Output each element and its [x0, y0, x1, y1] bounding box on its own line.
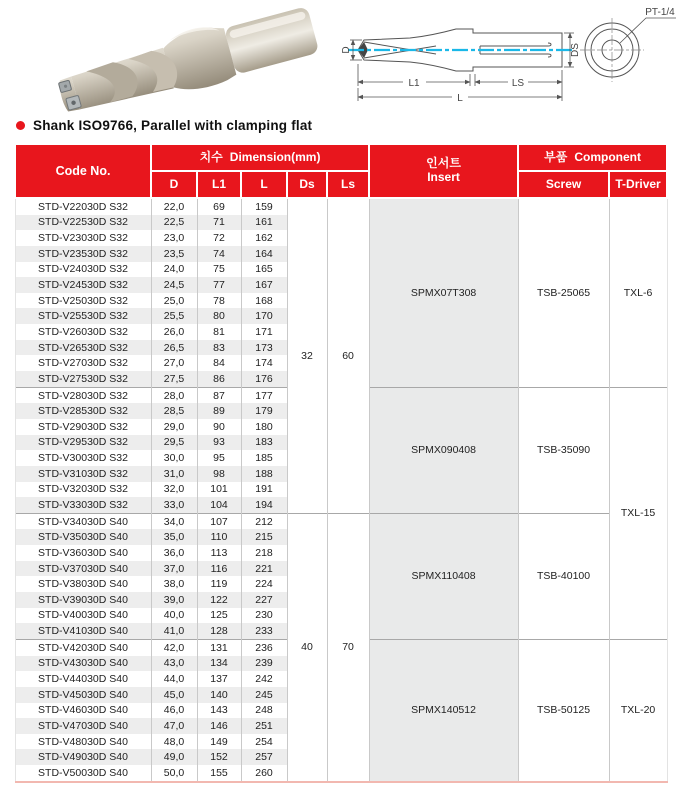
l-cell: 242	[241, 671, 287, 687]
col-header-tdriver: T-Driver	[609, 171, 667, 198]
l-cell: 176	[241, 371, 287, 387]
l-cell: 230	[241, 608, 287, 624]
d-cell: 33,0	[151, 497, 197, 513]
l-cell: 173	[241, 340, 287, 356]
l1-cell: 116	[197, 561, 241, 577]
d-cell: 23,0	[151, 230, 197, 246]
l1-cell: 113	[197, 545, 241, 561]
d-cell: 27,0	[151, 355, 197, 371]
code-cell: STD-V48030D S40	[15, 734, 151, 750]
l1-cell: 125	[197, 608, 241, 624]
dimension-group-en: Dimension(mm)	[229, 149, 321, 164]
l1-cell: 71	[197, 215, 241, 231]
code-cell: STD-V36030D S40	[15, 545, 151, 561]
l1-cell: 146	[197, 718, 241, 734]
ls-cell: 70	[327, 513, 369, 781]
col-header-l: L	[241, 171, 287, 198]
spec-table-header	[15, 144, 667, 198]
dimension-group-kr: 치수	[199, 149, 223, 164]
d-cell: 32,0	[151, 482, 197, 498]
l1-cell: 107	[197, 513, 241, 529]
code-cell: STD-V26530D S32	[15, 340, 151, 356]
l1-cell: 81	[197, 324, 241, 340]
component-group-en: Component	[574, 149, 641, 164]
d-cell: 30,0	[151, 450, 197, 466]
l1-cell: 152	[197, 749, 241, 765]
l1-cell: 110	[197, 529, 241, 545]
d-cell: 26,5	[151, 340, 197, 356]
col-header-dimension-group	[151, 144, 369, 171]
code-cell: STD-V22530D S32	[15, 215, 151, 231]
ls-cell: 60	[327, 198, 369, 513]
code-cell: STD-V45030D S40	[15, 687, 151, 703]
l1-cell: 122	[197, 592, 241, 608]
dim-label-d: D	[341, 46, 352, 54]
d-cell: 40,0	[151, 608, 197, 624]
d-cell: 27,5	[151, 371, 197, 387]
d-cell: 28,0	[151, 387, 197, 403]
l1-cell: 75	[197, 262, 241, 278]
d-cell: 35,0	[151, 529, 197, 545]
code-cell: STD-V23030D S32	[15, 230, 151, 246]
table-row	[15, 198, 667, 215]
dim-label-ds: DS	[570, 43, 581, 57]
l-cell: 188	[241, 466, 287, 482]
d-cell: 49,0	[151, 749, 197, 765]
code-cell: STD-V25030D S32	[15, 293, 151, 309]
spec-table	[14, 143, 668, 783]
l-cell: 221	[241, 561, 287, 577]
l1-cell: 87	[197, 387, 241, 403]
l1-cell: 101	[197, 482, 241, 498]
l1-cell: 149	[197, 734, 241, 750]
code-cell: STD-V25530D S32	[15, 308, 151, 324]
l-cell: 164	[241, 246, 287, 262]
l1-cell: 89	[197, 403, 241, 419]
l1-cell: 80	[197, 308, 241, 324]
code-cell: STD-V24530D S32	[15, 277, 151, 293]
drill-photo	[22, 0, 334, 116]
code-cell: STD-V28530D S32	[15, 403, 151, 419]
code-cell: STD-V31030D S32	[15, 466, 151, 482]
col-header-d: D	[151, 171, 197, 198]
ds-cell: 32	[287, 198, 327, 513]
tdriver-cell: TXL-15	[609, 387, 667, 639]
l-cell: 171	[241, 324, 287, 340]
d-cell: 47,0	[151, 718, 197, 734]
d-cell: 24,0	[151, 262, 197, 278]
col-header-ls: Ls	[327, 171, 369, 198]
code-cell: STD-V38030D S40	[15, 576, 151, 592]
l1-cell: 155	[197, 765, 241, 782]
table-row	[15, 513, 667, 529]
l1-cell: 93	[197, 435, 241, 451]
l-cell: 245	[241, 687, 287, 703]
d-cell: 36,0	[151, 545, 197, 561]
l1-cell: 83	[197, 340, 241, 356]
screw-cell: TSB-25065	[518, 198, 609, 387]
code-cell: STD-V29030D S32	[15, 419, 151, 435]
d-cell: 38,0	[151, 576, 197, 592]
drill-body	[53, 0, 320, 116]
d-cell: 43,0	[151, 656, 197, 672]
l1-cell: 134	[197, 656, 241, 672]
d-cell: 34,0	[151, 513, 197, 529]
l-cell: 161	[241, 215, 287, 231]
l-cell: 251	[241, 718, 287, 734]
l1-cell: 78	[197, 293, 241, 309]
l1-cell: 137	[197, 671, 241, 687]
l-cell: 167	[241, 277, 287, 293]
l-cell: 180	[241, 419, 287, 435]
code-cell: STD-V23530D S32	[15, 246, 151, 262]
d-cell: 48,0	[151, 734, 197, 750]
l1-cell: 90	[197, 419, 241, 435]
code-cell: STD-V40030D S40	[15, 608, 151, 624]
tdriver-cell: TXL-6	[609, 198, 667, 387]
d-cell: 25,0	[151, 293, 197, 309]
section-heading-text: Shank ISO9766, Parallel with clamping flat	[33, 118, 313, 133]
l-cell: 191	[241, 482, 287, 498]
col-header-l1: L1	[197, 171, 241, 198]
l-cell: 260	[241, 765, 287, 782]
l-cell: 179	[241, 403, 287, 419]
l1-cell: 104	[197, 497, 241, 513]
d-cell: 37,0	[151, 561, 197, 577]
code-cell: STD-V46030D S40	[15, 703, 151, 719]
code-cell: STD-V44030D S40	[15, 671, 151, 687]
l1-cell: 98	[197, 466, 241, 482]
d-cell: 46,0	[151, 703, 197, 719]
d-cell: 22,5	[151, 215, 197, 231]
drill-diagram	[340, 2, 678, 110]
d-cell: 31,0	[151, 466, 197, 482]
spec-table-wrap	[14, 143, 666, 783]
bullet-dot-icon	[16, 121, 25, 130]
d-cell: 26,0	[151, 324, 197, 340]
code-cell: STD-V35030D S40	[15, 529, 151, 545]
dim-label-l1: L1	[408, 78, 420, 89]
drill-photo-graphic	[22, 0, 334, 116]
d-cell: 24,5	[151, 277, 197, 293]
col-header-code: Code No.	[15, 144, 151, 198]
component-group-kr: 부품	[544, 149, 568, 164]
thread-leader-line	[620, 18, 676, 43]
code-cell: STD-V30030D S32	[15, 450, 151, 466]
code-cell: STD-V34030D S40	[15, 513, 151, 529]
dim-label-l: L	[457, 93, 463, 104]
l-cell: 224	[241, 576, 287, 592]
l-cell: 236	[241, 639, 287, 655]
code-cell: STD-V42030D S40	[15, 639, 151, 655]
screw-cell: TSB-40100	[518, 513, 609, 639]
l1-cell: 140	[197, 687, 241, 703]
l1-cell: 74	[197, 246, 241, 262]
screw-cell: TSB-50125	[518, 639, 609, 781]
ds-cell: 40	[287, 513, 327, 781]
section-heading	[16, 118, 312, 133]
l1-cell: 119	[197, 576, 241, 592]
l-cell: 177	[241, 387, 287, 403]
drill-diagram-graphic	[340, 2, 678, 110]
d-cell: 39,0	[151, 592, 197, 608]
d-cell: 50,0	[151, 765, 197, 782]
insert-header-kr: 인서트	[426, 156, 461, 171]
l1-cell: 143	[197, 703, 241, 719]
d-cell: 25,5	[151, 308, 197, 324]
l1-cell: 128	[197, 623, 241, 639]
col-header-ds: Ds	[287, 171, 327, 198]
code-cell: STD-V27030D S32	[15, 355, 151, 371]
thread-label: PT-1/4	[645, 7, 675, 18]
code-cell: STD-V29530D S32	[15, 435, 151, 451]
col-header-screw: Screw	[518, 171, 609, 198]
col-header-insert	[369, 144, 518, 198]
tdriver-cell: TXL-20	[609, 639, 667, 781]
l-cell: 159	[241, 198, 287, 215]
l-cell: 185	[241, 450, 287, 466]
l-cell: 233	[241, 623, 287, 639]
code-cell: STD-V41030D S40	[15, 623, 151, 639]
d-cell: 44,0	[151, 671, 197, 687]
l-cell: 162	[241, 230, 287, 246]
code-cell: STD-V24030D S32	[15, 262, 151, 278]
code-cell: STD-V49030D S40	[15, 749, 151, 765]
l1-cell: 77	[197, 277, 241, 293]
l1-cell: 95	[197, 450, 241, 466]
d-cell: 22,0	[151, 198, 197, 215]
code-cell: STD-V27530D S32	[15, 371, 151, 387]
code-cell: STD-V50030D S40	[15, 765, 151, 782]
code-cell: STD-V37030D S40	[15, 561, 151, 577]
spec-table-body	[15, 198, 667, 782]
d-cell: 23,5	[151, 246, 197, 262]
l-cell: 174	[241, 355, 287, 371]
l-cell: 239	[241, 656, 287, 672]
code-cell: STD-V32030D S32	[15, 482, 151, 498]
l1-cell: 84	[197, 355, 241, 371]
l-cell: 215	[241, 529, 287, 545]
l-cell: 227	[241, 592, 287, 608]
dim-label-ls: LS	[511, 78, 525, 89]
l-cell: 165	[241, 262, 287, 278]
insert-cell: SPMX090408	[369, 387, 518, 513]
l1-cell: 86	[197, 371, 241, 387]
col-header-component-group	[518, 144, 667, 171]
code-cell: STD-V39030D S40	[15, 592, 151, 608]
l-cell: 168	[241, 293, 287, 309]
d-cell: 42,0	[151, 639, 197, 655]
d-cell: 29,0	[151, 419, 197, 435]
l-cell: 170	[241, 308, 287, 324]
code-cell: STD-V43030D S40	[15, 656, 151, 672]
d-cell: 41,0	[151, 623, 197, 639]
l-cell: 212	[241, 513, 287, 529]
insert-header-en: Insert	[427, 170, 460, 184]
insert-cell: SPMX07T308	[369, 198, 518, 387]
insert-cell: SPMX110408	[369, 513, 518, 639]
code-cell: STD-V28030D S32	[15, 387, 151, 403]
l-cell: 257	[241, 749, 287, 765]
l1-cell: 131	[197, 639, 241, 655]
l1-cell: 72	[197, 230, 241, 246]
d-cell: 45,0	[151, 687, 197, 703]
l-cell: 248	[241, 703, 287, 719]
l-cell: 218	[241, 545, 287, 561]
screw-cell: TSB-35090	[518, 387, 609, 513]
insert-cell: SPMX140512	[369, 639, 518, 781]
code-cell: STD-V33030D S32	[15, 497, 151, 513]
l-cell: 254	[241, 734, 287, 750]
d-cell: 29,5	[151, 435, 197, 451]
l-cell: 183	[241, 435, 287, 451]
code-cell: STD-V22030D S32	[15, 198, 151, 215]
l-cell: 194	[241, 497, 287, 513]
l1-cell: 69	[197, 198, 241, 215]
d-cell: 28,5	[151, 403, 197, 419]
code-cell: STD-V26030D S32	[15, 324, 151, 340]
code-cell: STD-V47030D S40	[15, 718, 151, 734]
